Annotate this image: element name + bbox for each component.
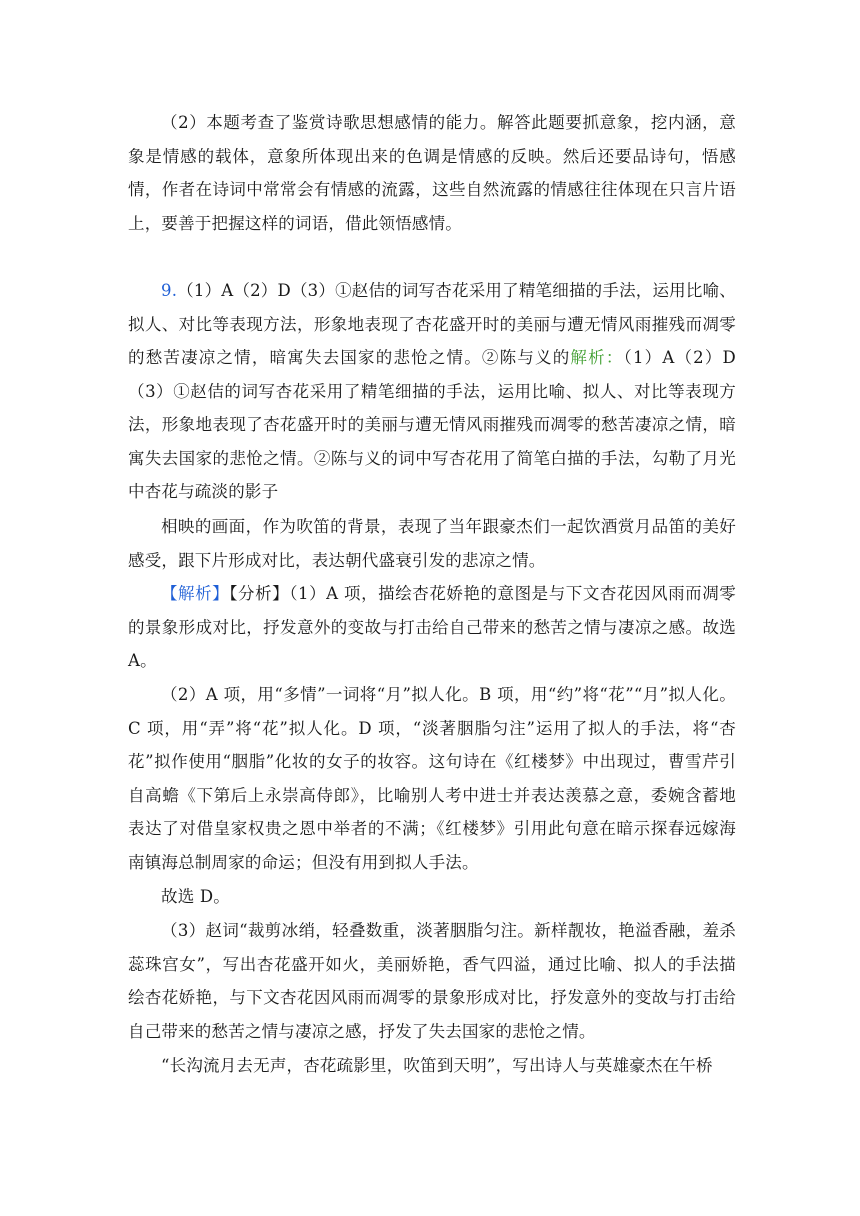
paragraph-text: （2）本题考查了鉴赏诗歌思想感情的能力。解答此题要抓意象，挖内涵，意象是情感的载体，意象所体现出来的色调是情感的反映。然后还要品诗句，悟感情，作者在诗词中常常会有情感的流露，这些自然流露的情感往往体现在只言片语上，要善于把握这样的词语，借此领悟感情。 [128, 113, 736, 233]
choose-d-line [128, 880, 736, 914]
analysis-part-3-continued [128, 1049, 736, 1083]
question-number: 9. [161, 281, 178, 300]
analysis-part-1 [128, 577, 736, 678]
paragraph-text: 相映的画面，作为吹笛的背景，表现了当年跟豪杰们一起饮酒赏月品笛的美好感受，跟下片形成对比，表达朝代盛衰引发的悲凉之情。 [128, 517, 736, 570]
answer-text: （1）A（2）D（3）①赵佶的词写杏花采用了精笔细描的手法，运用比喻、拟人、对比等表现方法，形象地表现了杏花盛开时的美丽与遭无情风雨摧残而凋零的愁苦凄凉之情，暗寓失去国家的悲怆之情。②陈与义的 [128, 281, 736, 367]
paragraph-text: 【分析】（1）A 项，描绘杏花娇艳的意图是与下文杏花因风雨而凋零的景象形成对比，抒发意外的变故与打击给自己带来的愁苦之情与凄凉之感。故选 A。 [128, 584, 736, 670]
paragraph-text: “长沟流月去无声，杏花疏影里，吹笛到天明”，写出诗人与英雄豪杰在午桥 [161, 1056, 713, 1075]
question-9-answer [128, 274, 736, 509]
analysis-label: 解析： [570, 348, 624, 367]
paragraph-text: （3）赵词“裁剪冰绡，轻叠数重，淡著胭脂匀注。新样靓妆，艳溢香融，羞杀蕊珠宫女”，写出杏花盛开如火，美丽娇艳，香气四溢，通过比喻、拟人的手法描绘杏花娇艳，与下文杏花因风雨而凋零的景象形成对比，抒发意外的变故与打击给自己带来的愁苦之情与凄凉之感，抒发了失去国家的悲怆之情。 [128, 921, 736, 1041]
analysis-part-3 [128, 914, 736, 1048]
answer-repeat-text: （1）A（2）D（3）①赵佶的词写杏花采用了精笔细描的手法，运用比喻、拟人、对比等表现方法，形象地表现了杏花盛开时的美丽与遭无情风雨摧残而凋零的愁苦凄凉之情，暗寓失去国家的悲怆之情。②陈与义的词中写杏花用了简笔白描的手法，勾勒了月光中杏花与疏淡的影子 [128, 348, 736, 501]
analysis-part-2 [128, 678, 736, 879]
paragraph-text: （2）A 项，用“多情”一词将“月”拟人化。B 项，用“约”将“花”“月”拟人化。C 项，用“弄”将“花”拟人化。D 项，“淡著胭脂匀注”运用了拟人的手法，将“杏花”拟作使用“胭脂”化妆的女子的妆容。这句诗在《红楼梦》中出现过，曹雪芹引自高蟾《下第后上永崇高侍郎》，比喻别人考中进士并表达羡慕之意，委婉含蓄地表达了对借皇家权贵之恩中举者的不满；《红楼梦》引用此句意在暗示探春远嫁海南镇海总制周家的命运；但没有用到拟人手法。 [128, 685, 736, 872]
paragraph-contrast [128, 510, 736, 577]
paragraph-2-ideas-feelings [128, 106, 736, 240]
analysis-tag: 【解析】 [161, 584, 230, 603]
paragraph-text: 故选 D。 [161, 887, 230, 906]
